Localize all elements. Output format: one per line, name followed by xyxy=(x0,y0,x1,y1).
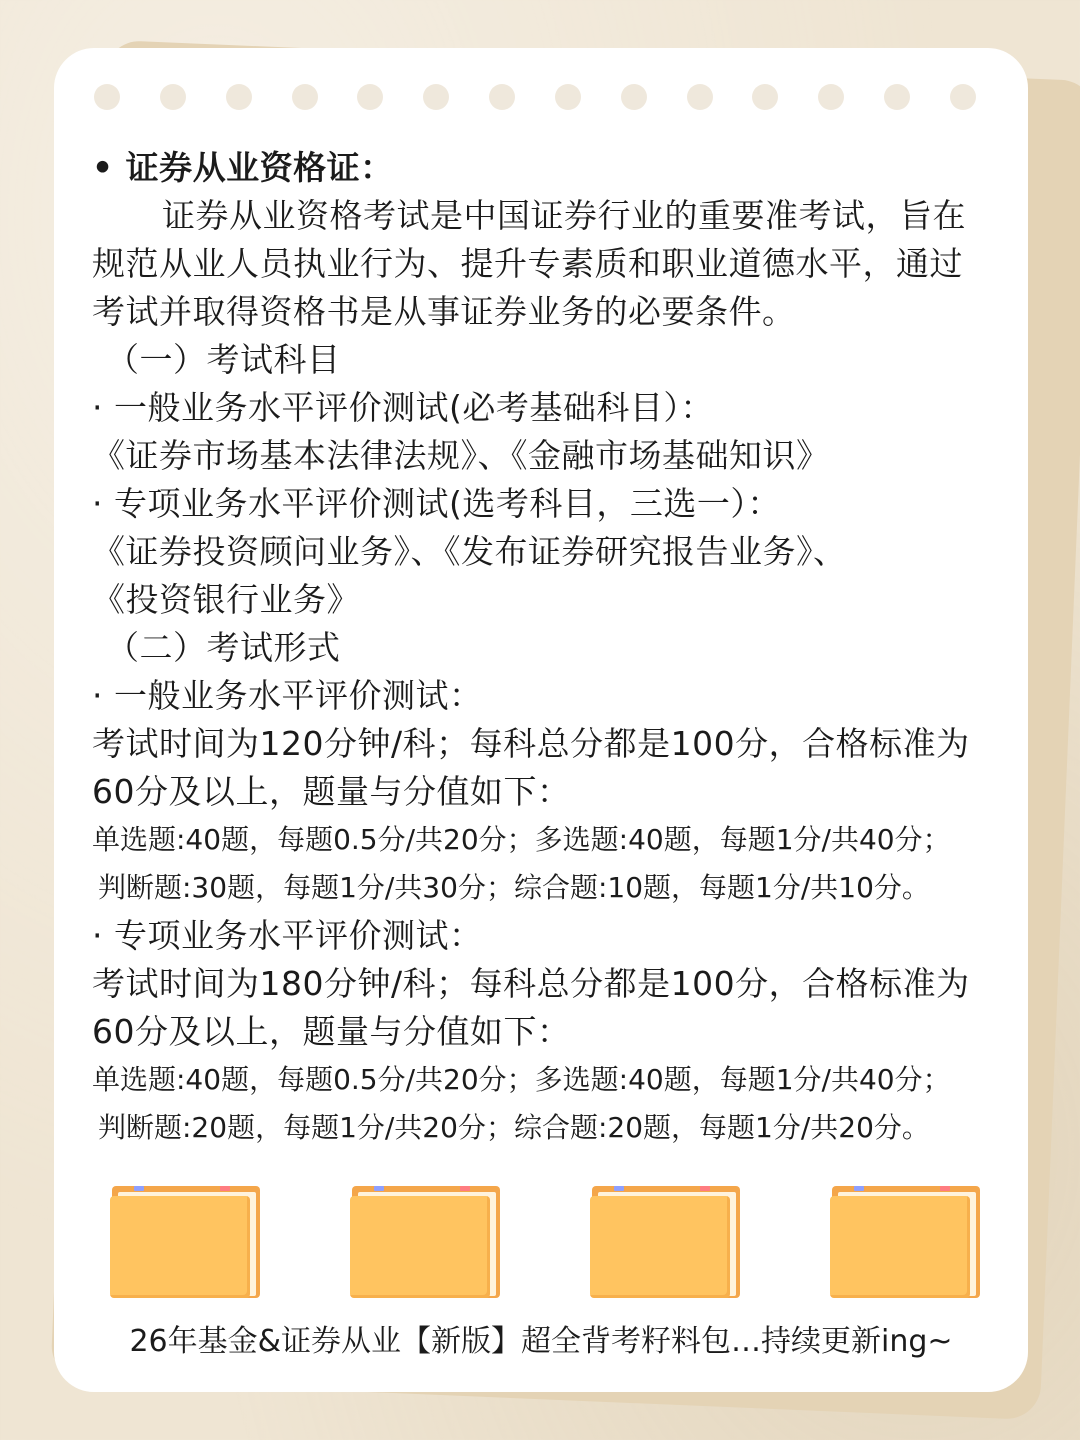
binder-hole xyxy=(292,84,318,110)
intro-line: 考试并取得资格书是从事证券业务的必要条件。 xyxy=(92,292,796,331)
special-test-desc: 考试时间为180分钟/科；每科总分都是100分，合格标准为 xyxy=(92,964,970,1003)
special-test-detail: 判断题:20题，每题1分/共20分；综合题:20题，每题1分/共20分。 xyxy=(98,1111,930,1144)
special-test-label: · 专项业务水平评价测试： xyxy=(92,916,483,955)
binder-hole xyxy=(94,84,120,110)
binder-hole xyxy=(423,84,449,110)
subject-line: · 一般业务水平评价测试(必考基础科目）： xyxy=(92,388,714,427)
book-icon[interactable] xyxy=(110,1186,260,1298)
general-test-desc: 60分及以上，题量与分值如下： xyxy=(92,772,571,811)
binder-hole xyxy=(621,84,647,110)
special-test-desc: 60分及以上，题量与分值如下： xyxy=(92,1012,571,1051)
book-icon[interactable] xyxy=(830,1186,980,1298)
general-test-desc: 考试时间为120分钟/科；每科总分都是100分，合格标准为 xyxy=(92,724,970,763)
binder-hole xyxy=(489,84,515,110)
section-title-format: （二）考试形式 xyxy=(106,628,341,667)
book-row xyxy=(110,1186,980,1298)
general-test-label: · 一般业务水平评价测试： xyxy=(92,676,483,715)
note-card xyxy=(54,48,1028,1392)
page-title: • 证券从业资格证： xyxy=(92,148,394,187)
binder-hole xyxy=(160,84,186,110)
section-title-subjects: （一）考试科目 xyxy=(106,340,341,379)
binder-holes xyxy=(54,84,1028,110)
binder-hole xyxy=(687,84,713,110)
binder-hole xyxy=(555,84,581,110)
book-icon[interactable] xyxy=(350,1186,500,1298)
subject-line: · 专项业务水平评价测试(选考科目，三选一）： xyxy=(92,484,781,523)
footer-caption: 26年基金&证券从业【新版】超全背考籽料包…持续更新ing~ xyxy=(129,1324,953,1359)
binder-hole xyxy=(752,84,778,110)
subject-line: 《证券投资顾问业务》、《发布证券研究报告业务》、 xyxy=(92,532,847,571)
book-icon[interactable] xyxy=(590,1186,740,1298)
binder-hole xyxy=(226,84,252,110)
intro-line: 规范从业人员执业行为、提升专素质和职业道德水平，通过 xyxy=(92,244,963,283)
binder-hole xyxy=(818,84,844,110)
binder-hole xyxy=(884,84,910,110)
binder-hole xyxy=(357,84,383,110)
special-test-detail: 单选题:40题，每题0.5分/共20分；多选题:40题，每题1分/共40分； xyxy=(92,1063,951,1096)
general-test-detail: 单选题:40题，每题0.5分/共20分；多选题:40题，每题1分/共40分； xyxy=(92,823,951,856)
subject-line: 《投资银行业务》 xyxy=(92,580,360,619)
article-body xyxy=(92,144,1002,1152)
subject-line: 《证券市场基本法律法规》、《金融市场基础知识》 xyxy=(92,436,830,475)
binder-hole xyxy=(950,84,976,110)
general-test-detail: 判断题:30题，每题1分/共30分；综合题:10题，每题1分/共10分。 xyxy=(98,871,930,904)
intro-line: 证券从业资格考试是中国证券行业的重要准考试，旨在 xyxy=(162,196,966,235)
